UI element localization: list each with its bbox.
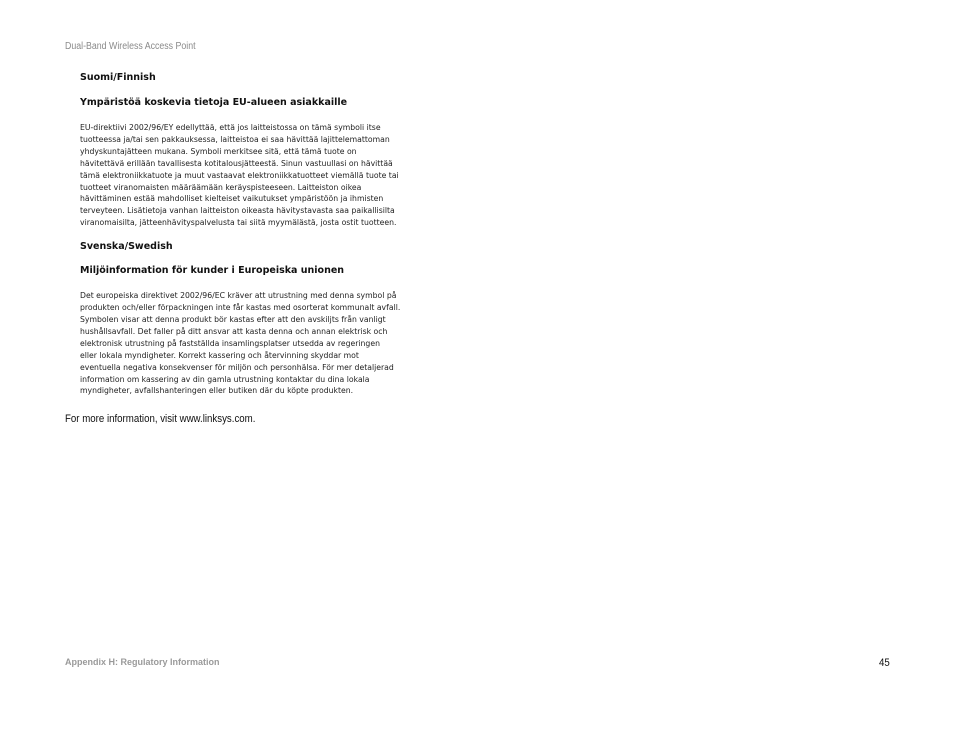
text-line: yhdyskuntajätteen mukana. Symboli merkitsee sitä, että tämä tuote on <box>80 145 357 156</box>
text-line: elektronisk utrustning på fastställda insamlingsplatser utsedda av regeringen <box>80 337 380 348</box>
text-line: myndigheter, avfallshanteringen eller butiken där du köpte produkten. <box>80 385 354 396</box>
text-line: tuotteet viranomaisten määräämään keräyspisteeseen. Laitteiston oikea <box>80 181 362 192</box>
regulatory-content <box>80 72 470 397</box>
text-line: eventuella negativa konsekvenser för miljön och personhälsa. För mer detaljerad <box>80 361 394 372</box>
section-heading-finnish: Ympäristöä koskevia tietoja EU-alueen asiakkaille <box>80 97 348 108</box>
text-line: hushållsavfall. Det faller på ditt ansvar att kasta denna och annan elektrisk och <box>80 325 388 336</box>
text-line: eller lokala myndigheter. Korrekt kassering och återvinning skyddar mot <box>80 349 359 360</box>
language-heading-swedish: Svenska/Swedish <box>80 241 173 253</box>
running-header: Dual-Band Wireless Access Point <box>65 41 196 52</box>
text-line: hävitettävä erillään tavallisesta kotitalousjätteestä. Sinun vastuullasi on hävittää <box>80 157 393 168</box>
section-heading-swedish: Miljöinformation för kunder i Europeiska unionen <box>80 265 345 277</box>
section-finnish <box>80 72 470 229</box>
section-swedish <box>80 241 470 397</box>
text-line: EU-direktiivi 2002/96/EY edellyttää, että jos laitteistossa on tämä symboli itse <box>80 122 381 132</box>
more-info-text: For more information, visit www.linksys.com. <box>65 413 256 425</box>
paragraph-swedish <box>80 290 470 397</box>
text-line: viranomaisilta, jätteenhävityspalvelusta tai siitä myymälästä, josta ostit tuotteen. <box>80 217 397 228</box>
text-line: information om kassering av din gamla utrustning kontaktar du dina lokala <box>80 373 370 384</box>
text-line: hävittäminen estää mahdolliset kielteiset vaikutukset ympäristöön ja ihmisten <box>80 193 384 204</box>
text-line: tämä elektroniikkatuote ja muut vastaavat elektroniikkatuotteet viemällä tuote tai <box>80 169 399 180</box>
text-line: terveyteen. Lisätietoja vanhan laitteiston oikeasta hävitystavasta saa paikallisilta <box>80 205 395 216</box>
text-line: tuotteessa ja/tai sen pakkauksessa, laitteistoa ei saa hävittää lajittelemattoman <box>80 133 390 144</box>
language-heading-finnish: Suomi/Finnish <box>80 72 156 83</box>
paragraph-finnish <box>80 122 470 229</box>
footer-section-title: Appendix H: Regulatory Information <box>65 657 220 667</box>
text-line: Symbolen visar att denna produkt bör kastas efter att den avskiljts från vanligt <box>80 313 386 324</box>
page-number: 45 <box>879 657 890 669</box>
text-line: Det europeiska direktivet 2002/96/EC kräver att utrustning med denna symbol på <box>80 290 397 301</box>
text-line: produkten och/eller förpackningen inte får kastas med osorterat kommunalt avfall. <box>80 302 401 313</box>
